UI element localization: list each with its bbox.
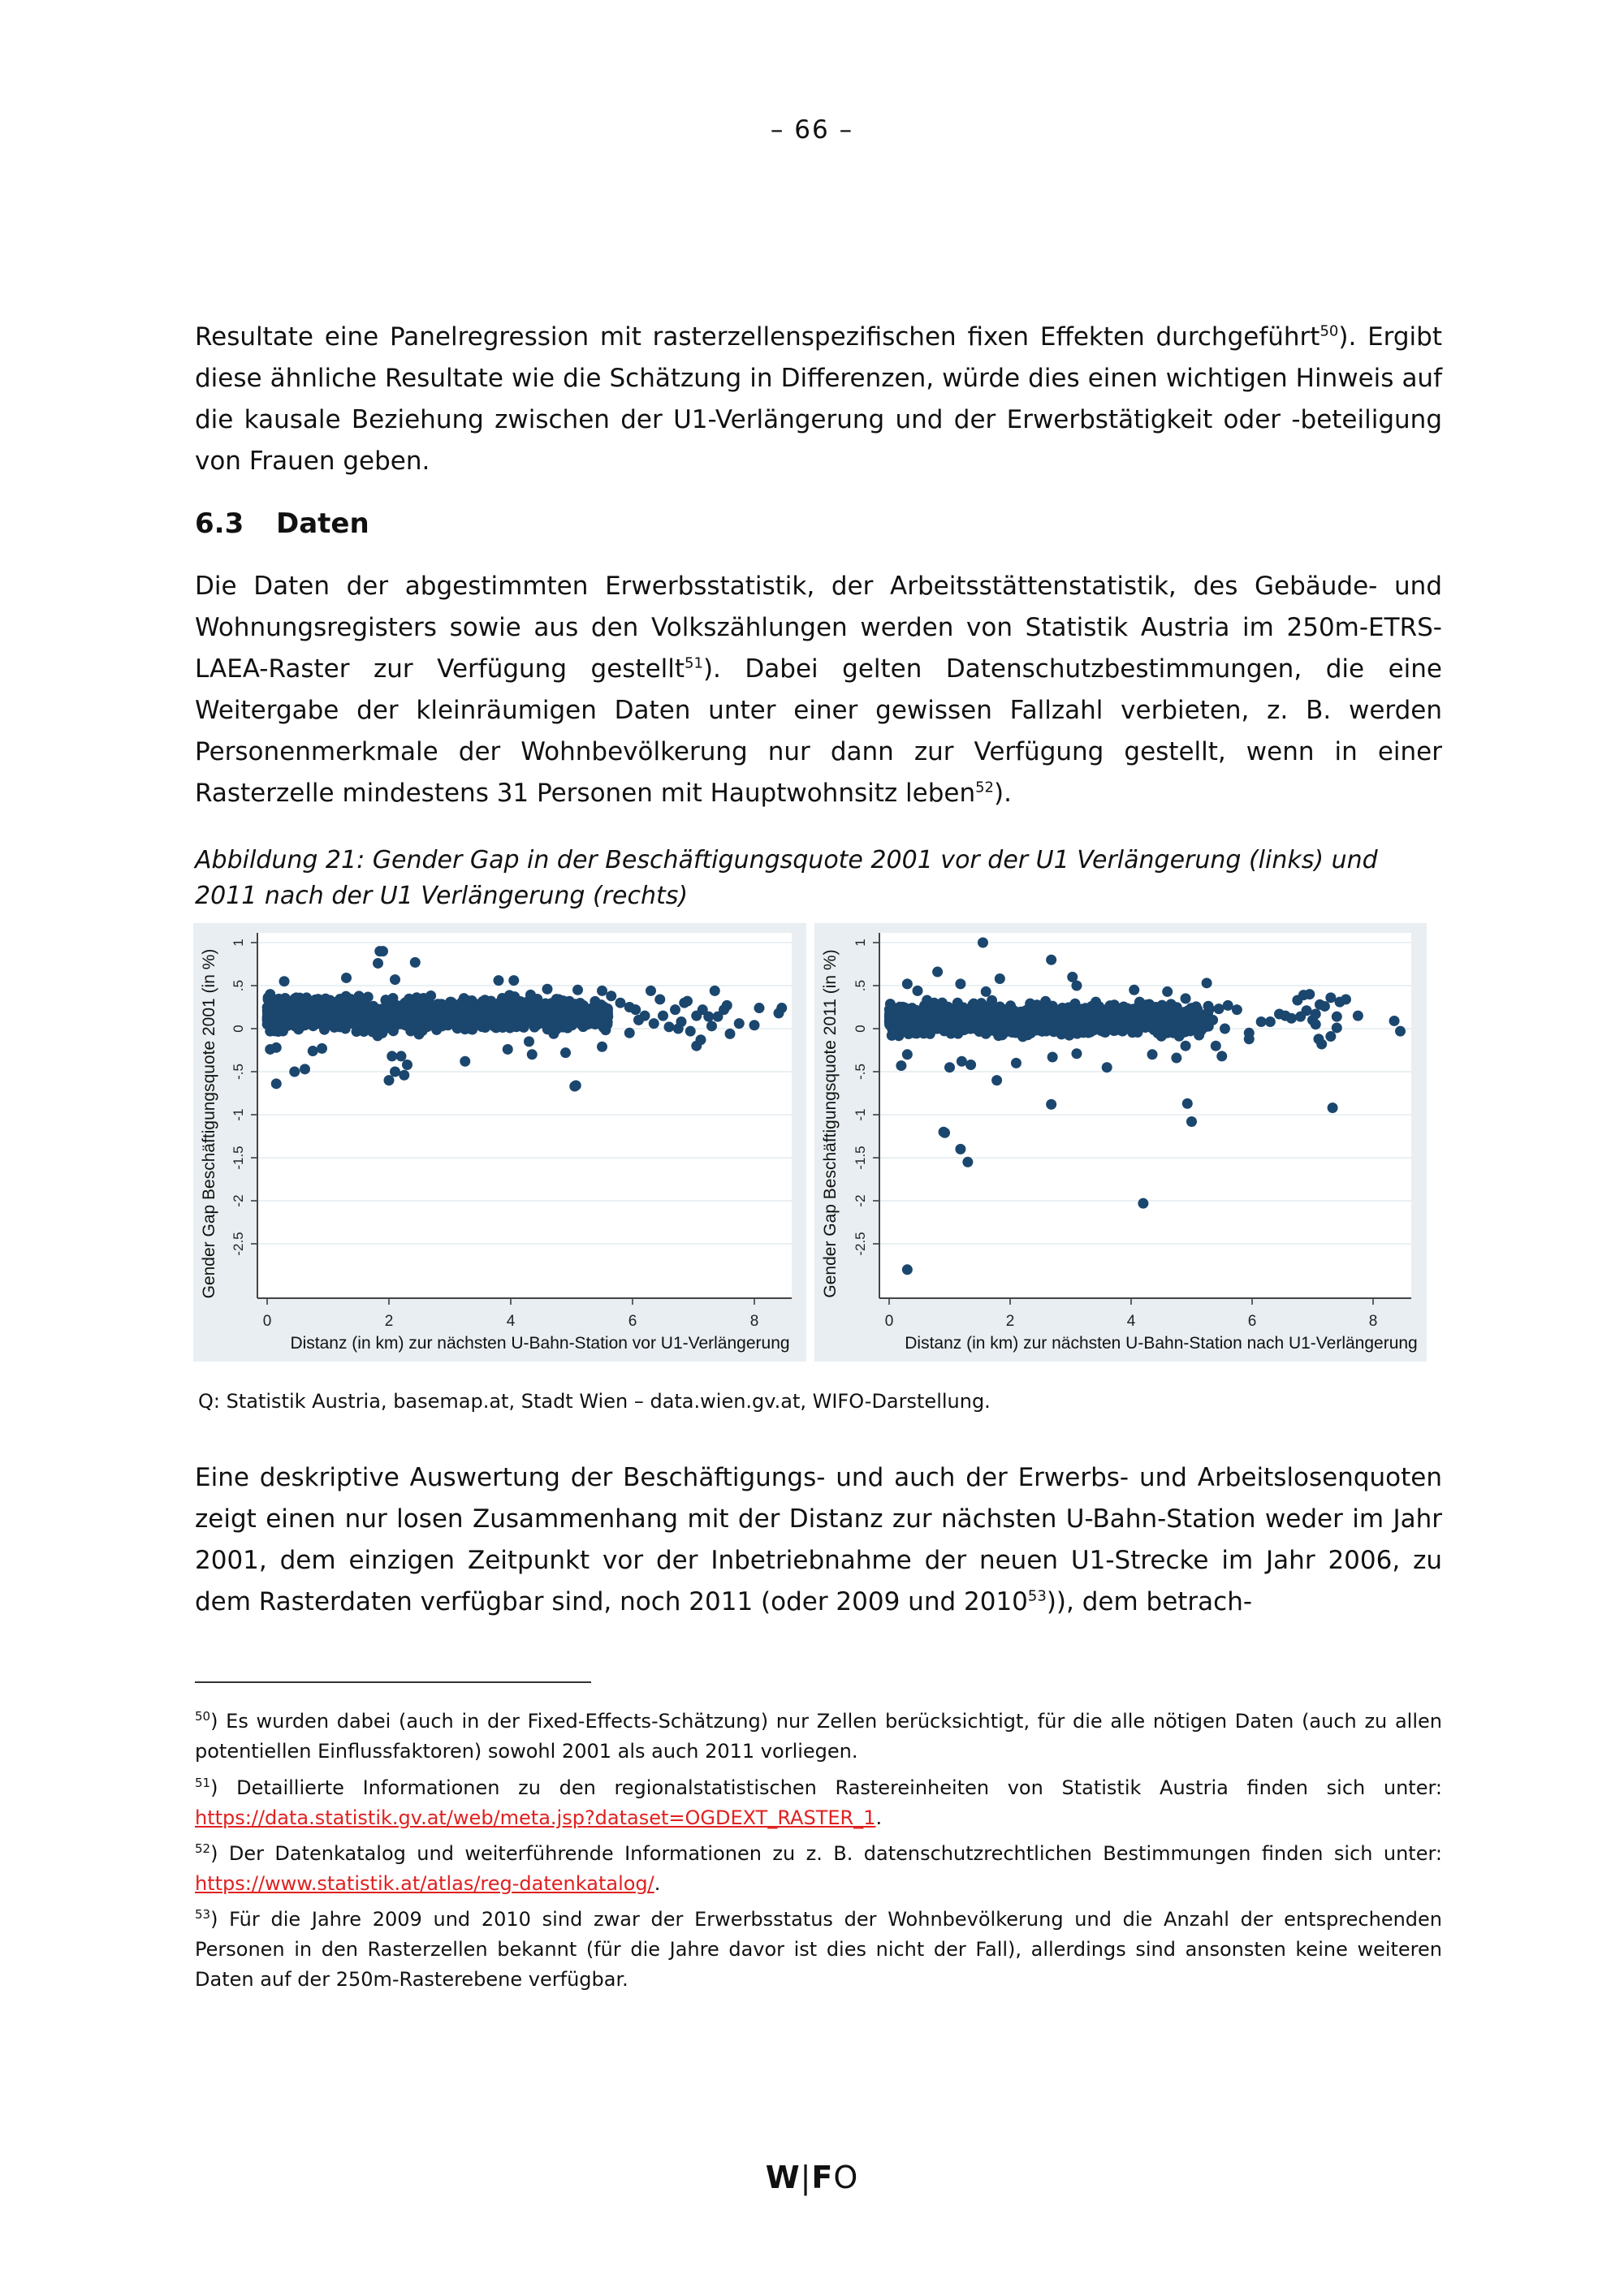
footnote-51 [195, 1773, 1442, 1833]
footnote-50 [195, 1707, 1442, 1767]
paragraph-panelregression [195, 317, 1442, 482]
y-tick-label: -1.5 [853, 1146, 868, 1170]
y-tick-label: 0 [853, 1025, 868, 1033]
section-number: 6.3 [195, 507, 244, 540]
section-heading [195, 507, 369, 540]
paragraph-text: Eine deskriptive Auswertung der Beschäftigungs- und auch der Erwerbs- und Arbeitslosenquoten zeigt einen nur losen Zusammenhang mit der Distanz zur nächsten U-Bahn-Station weder im Jahr 2001, dem einzigen Zeitpunkt vor der Inbetriebnahme der neuen U1-Strecke im Jahr 2006, zu dem Rasterdaten verfügbar sind, noch 2011 (oder 2009 und 2010 [195, 1463, 1442, 1616]
footnote-ref-50[interactable]: 50 [1320, 322, 1339, 340]
paragraph-text: Resultate eine Panelregression mit rasterzellenspezifischen fixen Effekten durchgeführt [195, 322, 1320, 352]
y-tick-label: 0 [231, 1025, 246, 1033]
y-tick-label: -2 [853, 1194, 868, 1207]
logo-letter: W [765, 2160, 801, 2195]
paragraph-text: ). Ergibt diese ähnliche Resultate wie die Schätzung in Differenzen, würde dies einen wichtigen Hinweis auf die kausale Beziehung zwischen der U1-Verlängerung und der Erwerbstätigkeit oder -beteiligung von Frauen geben. [195, 322, 1442, 476]
x-tick-label: 8 [749, 1313, 759, 1330]
y-tick-label: 1 [231, 939, 246, 947]
x-axis-title: Distanz (in km) zur nächsten U-Bahn-Station nach U1-Verlängerung [905, 1334, 1418, 1353]
scatter-chart-2001 [193, 923, 806, 1362]
footnote-ref-53[interactable]: 53 [1027, 1587, 1047, 1605]
footnote-text: ) Für die Jahre 2009 und 2010 sind zwar der Erwerbsstatus der Wohnbevölkerung und die Anzahl der entsprechenden Personen in den Rasterzellen bekannt (für die Jahre davor ist dies nicht der Fall), allerdings sind ansonsten keine weiteren Daten auf der 250m-Rasterebene verfügbar. [195, 1908, 1442, 1991]
wifo-logo [0, 2160, 1624, 2195]
paragraph-text: ). Dabei gelten Datenschutzbestimmungen, die eine Weitergabe der kleinräumigen Daten unter einer gewissen Fallzahl verbieten, z. B. werden Personenmerkmale der Wohnbevölkerung nur dann zur Verfügung gestellt, wenn in einer Rasterzelle mindestens 31 Personen mit Hauptwohnsitz leben [195, 654, 1442, 808]
footnote-divider [195, 1681, 591, 1683]
y-tick-label: -2.5 [853, 1232, 868, 1256]
logo-letter: O [833, 2160, 859, 2195]
footnote-link[interactable]: https://data.statistik.gv.at/web/meta.jsp?dataset=OGDEXT_RASTER_1 [195, 1806, 876, 1829]
paragraph-deskriptive [195, 1457, 1442, 1623]
y-tick-label: -2.5 [231, 1232, 246, 1256]
footnote-link[interactable]: https://www.statistik.at/atlas/reg-datenkatalog/ [195, 1872, 654, 1895]
x-tick-label: 6 [1247, 1313, 1257, 1330]
footnote-number: 51 [195, 1776, 211, 1790]
x-axis-title: Distanz (in km) zur nächsten U-Bahn-Station vor U1-Verlängerung [290, 1334, 790, 1353]
x-tick-label: 4 [1126, 1313, 1136, 1330]
y-tick-label: -1 [231, 1108, 246, 1121]
x-tick-label: 8 [1368, 1313, 1378, 1330]
footnote-text: ) Es wurden dabei (auch in der Fixed-Effects-Schätzung) nur Zellen berücksichtigt, für die alle nötigen Daten (auch zu allen potentiellen Einflussfaktoren) sowohl 2001 als auch 2011 vorliegen. [195, 1710, 1442, 1763]
y-tick-label: -1.5 [231, 1146, 246, 1170]
footnote-number: 52 [195, 1841, 211, 1856]
logo-separator: | [800, 2160, 812, 2195]
x-tick-label: 2 [384, 1313, 394, 1330]
y-tick-label: -2 [231, 1194, 246, 1207]
paragraph-daten [195, 566, 1442, 814]
x-tick-label: 0 [262, 1313, 272, 1330]
footnote-number: 53 [195, 1907, 211, 1922]
scatter-chart-2011 [814, 923, 1427, 1362]
footnote-53 [195, 1905, 1442, 1995]
y-axis-title: Gender Gap Beschäftigungsquote 2001 (in %) [200, 948, 218, 1299]
footnote-text: . [654, 1872, 661, 1895]
footnote-number: 50 [195, 1709, 211, 1724]
footnote-text: ) Detaillierte Informationen zu den regionalstatistischen Rastereinheiten von Statistik Austria finden sich unter: [210, 1776, 1442, 1799]
x-tick-label: 0 [884, 1313, 894, 1330]
paragraph-text: ). [994, 779, 1012, 808]
footnote-text: . [875, 1806, 883, 1829]
x-tick-label: 4 [506, 1313, 516, 1330]
y-tick-label: -.5 [853, 1064, 868, 1080]
paragraph-text: )), dem betrach- [1046, 1587, 1253, 1616]
footnote-52 [195, 1839, 1442, 1899]
paragraph-text: Die Daten der abgestimmten Erwerbsstatistik, der Arbeitsstättenstatistik, des Gebäude- und Wohnungsregisters sowie aus den Volkszählungen werden von Statistik Austria im 250m-ETRS-LAEA-Raster zur Verfügung gestellt [195, 572, 1442, 684]
footnote-text: ) Der Datenkatalog und weiterführende Informationen zu z. B. datenschutzrechtlichen Bestimmungen finden sich unter: [210, 1842, 1442, 1865]
footnote-ref-51[interactable]: 51 [685, 654, 703, 672]
x-tick-label: 6 [628, 1313, 637, 1330]
figure-source: Q: Statistik Austria, basemap.at, Stadt Wien – data.wien.gv.at, WIFO-Darstellung. [198, 1390, 991, 1413]
y-tick-label: .5 [853, 979, 868, 992]
footnote-ref-52[interactable]: 52 [975, 779, 995, 796]
figure-caption: Abbildung 21: Gender Gap in der Beschäftigungsquote 2001 vor der U1 Verlängerung (links) und 2011 nach der U1 Verlängerung (rechts) [195, 846, 1378, 910]
y-tick-label: .5 [231, 979, 246, 992]
y-tick-label: -1 [853, 1108, 868, 1121]
x-tick-label: 2 [1005, 1313, 1015, 1330]
y-tick-label: 1 [853, 939, 868, 947]
page-number: – 66 – [770, 115, 854, 145]
y-tick-label: -.5 [231, 1064, 246, 1080]
section-title: Daten [276, 507, 369, 540]
y-axis-title: Gender Gap Beschäftigungsquote 2011 (in %) [821, 949, 840, 1298]
logo-letter: F [811, 2160, 834, 2195]
